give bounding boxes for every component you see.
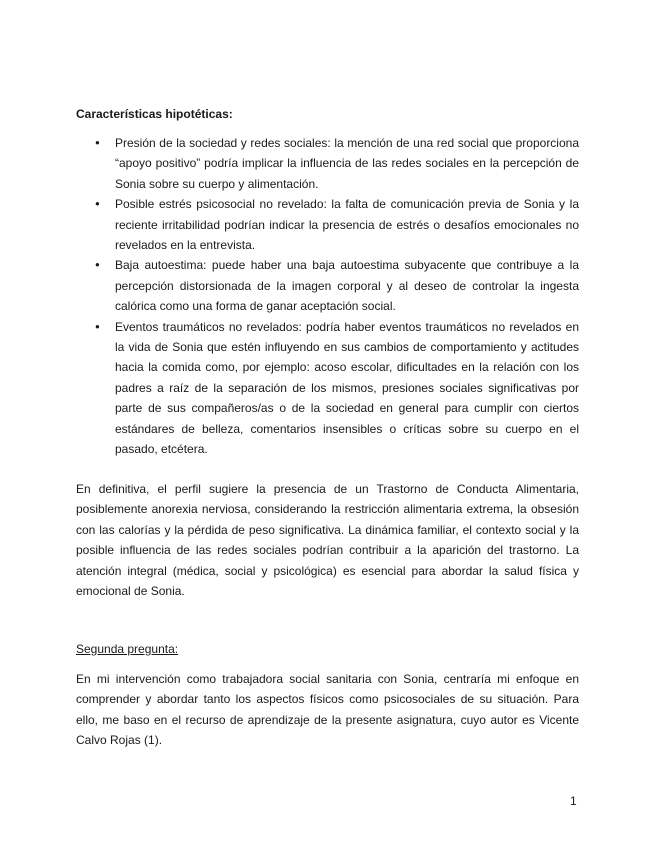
second-question-heading: Segunda pregunta: (76, 642, 179, 656)
intervention-paragraph: En mi intervención como trabajadora social sanitaria con Sonia, centraría mi enfoque en comprender y abordar tanto los aspectos físicos como psicosociales de su situación. Para ello, me baso en el recurso de aprendizaje de la presente asignatura, cuyo autor es Vicente Calvo Rojas (1). (76, 672, 579, 748)
list-item: ● Eventos traumáticos no revelados: podría haber eventos traumáticos no revelados en la vida de Sonia que estén influyendo en sus cambios de comportamiento y actitudes hacia la comida como, por ejemplo: acoso escolar, dificultades en la relación con los padres a raíz de la separación de los mismos, presiones sociales significativas por parte de sus compañeros/as o de la sociedad en general para cumplir con ciertos estándares de belleza, comentarios insensibles o críticas sobre su cuerpo en el pasado, etcétera. (95, 317, 579, 460)
section-heading: Características hipotéticas: (76, 107, 233, 121)
hypothetical-characteristics-list (95, 133, 579, 460)
list-item: ● Posible estrés psicosocial no revelado: la falta de comunicación previa de Sonia y la reciente irritabilidad podrían indicar la presencia de estrés o desafíos emocionales no revelados en la entrevista. (95, 194, 579, 255)
page-number: 1 (570, 794, 577, 808)
list-item: ● Presión de la sociedad y redes sociales: la mención de una red social que proporciona “apoyo positivo” podría implicar la influencia de las redes sociales en la percepción de Sonia sobre su cuerpo y alimentación. (95, 133, 579, 194)
list-item: ● Baja autoestima: puede haber una baja autoestima subyacente que contribuye a la percepción distorsionada de la imagen corporal y al deseo de controlar la ingesta calórica como una forma de ganar aceptación social. (95, 255, 579, 316)
conclusion-paragraph: En definitiva, el perfil sugiere la presencia de un Trastorno de Conducta Alimentaria, posiblemente anorexia nerviosa, considerando la restricción alimentaria extrema, la obsesión con las calorías y la pérdida de peso significativa. La dinámica familiar, el contexto social y la posible influencia de las redes sociales podrían contribuir a la aparición del trastorno. La atención integral (médica, social y psicológica) es esencial para abordar la salud física y emocional de Sonia. (76, 482, 579, 599)
